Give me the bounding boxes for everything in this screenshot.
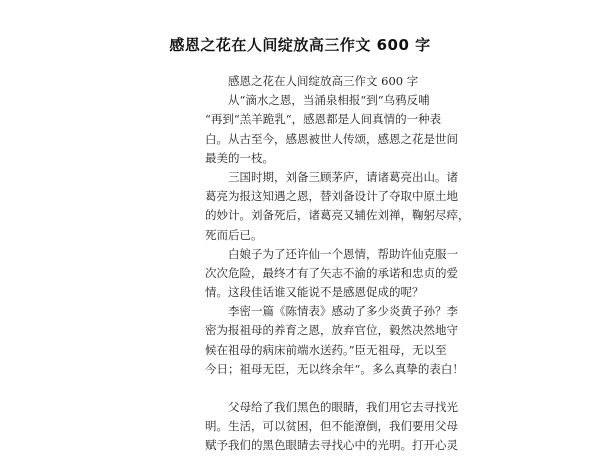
text-line: 葛亮为报这知遇之恩，替刘备设计了夺取中原土地 <box>205 189 458 204</box>
text-line: 父母给了我们黑色的眼睛，我们用它去寻找光 <box>228 400 458 414</box>
text-line: 赋予我们的黑色眼睛去寻找心中的光明。打开心灵 <box>205 438 458 453</box>
subtitle-line: 感恩之花在人间绽放高三作文 600 字 <box>228 74 419 88</box>
paragraph-gap <box>205 379 405 398</box>
text-line: 的妙计。刘备死后，诸葛亮又辅佐刘禅，鞠躬尽瘁， <box>205 208 470 223</box>
text-line: 死而后已。 <box>205 227 263 242</box>
text-line: 次次危险，最终才有了矢志不渝的承诺和忠贞的爱 <box>205 265 458 280</box>
text-line: 候在祖母的病床前端水送药。”臣无祖母，无以至 <box>205 342 447 357</box>
paragraph-2 <box>205 168 470 245</box>
text-line: 最美的一枝。 <box>205 150 274 165</box>
text-line: 从“滴水之恩，当涌泉相报“到“乌鸦反哺 <box>228 93 430 108</box>
text-line: 白娘子为了还许仙一个恩情，帮助许仙克服一 <box>228 246 458 261</box>
text-line: 白。从古至今，感恩被世人传颂，感恩之花是世间 <box>205 131 458 146</box>
document-body <box>205 72 470 456</box>
text-line: 情。这段佳话谁又能说不是感恩促成的呢？ <box>205 285 424 300</box>
paragraph-4 <box>205 302 464 379</box>
paragraph-3 <box>205 245 458 303</box>
text-line: 李密一篇《陈情表》感动了多少炎黄子孙？李 <box>228 304 458 319</box>
text-line: 三国时期，刘备三顾茅庐，请诸葛亮出山。诸 <box>228 169 458 184</box>
text-line: “再到“羔羊跪乳“，感恩都是人间真情的一种表 <box>205 112 442 127</box>
paragraph-5 <box>205 398 458 456</box>
document-title: 感恩之花在人间绽放高三作文 600 字 <box>169 36 431 54</box>
text-line: 今日；祖母无臣，无以终余年“。多么真挚的表白！ <box>205 361 464 376</box>
text-line: 明。生活，可以贫困，但不能潦倒，我们要用父母 <box>205 419 458 434</box>
paragraph-1 <box>205 91 458 168</box>
text-line: 密为报祖母的养育之恩，放弃官位，毅然决然地守 <box>205 323 458 338</box>
